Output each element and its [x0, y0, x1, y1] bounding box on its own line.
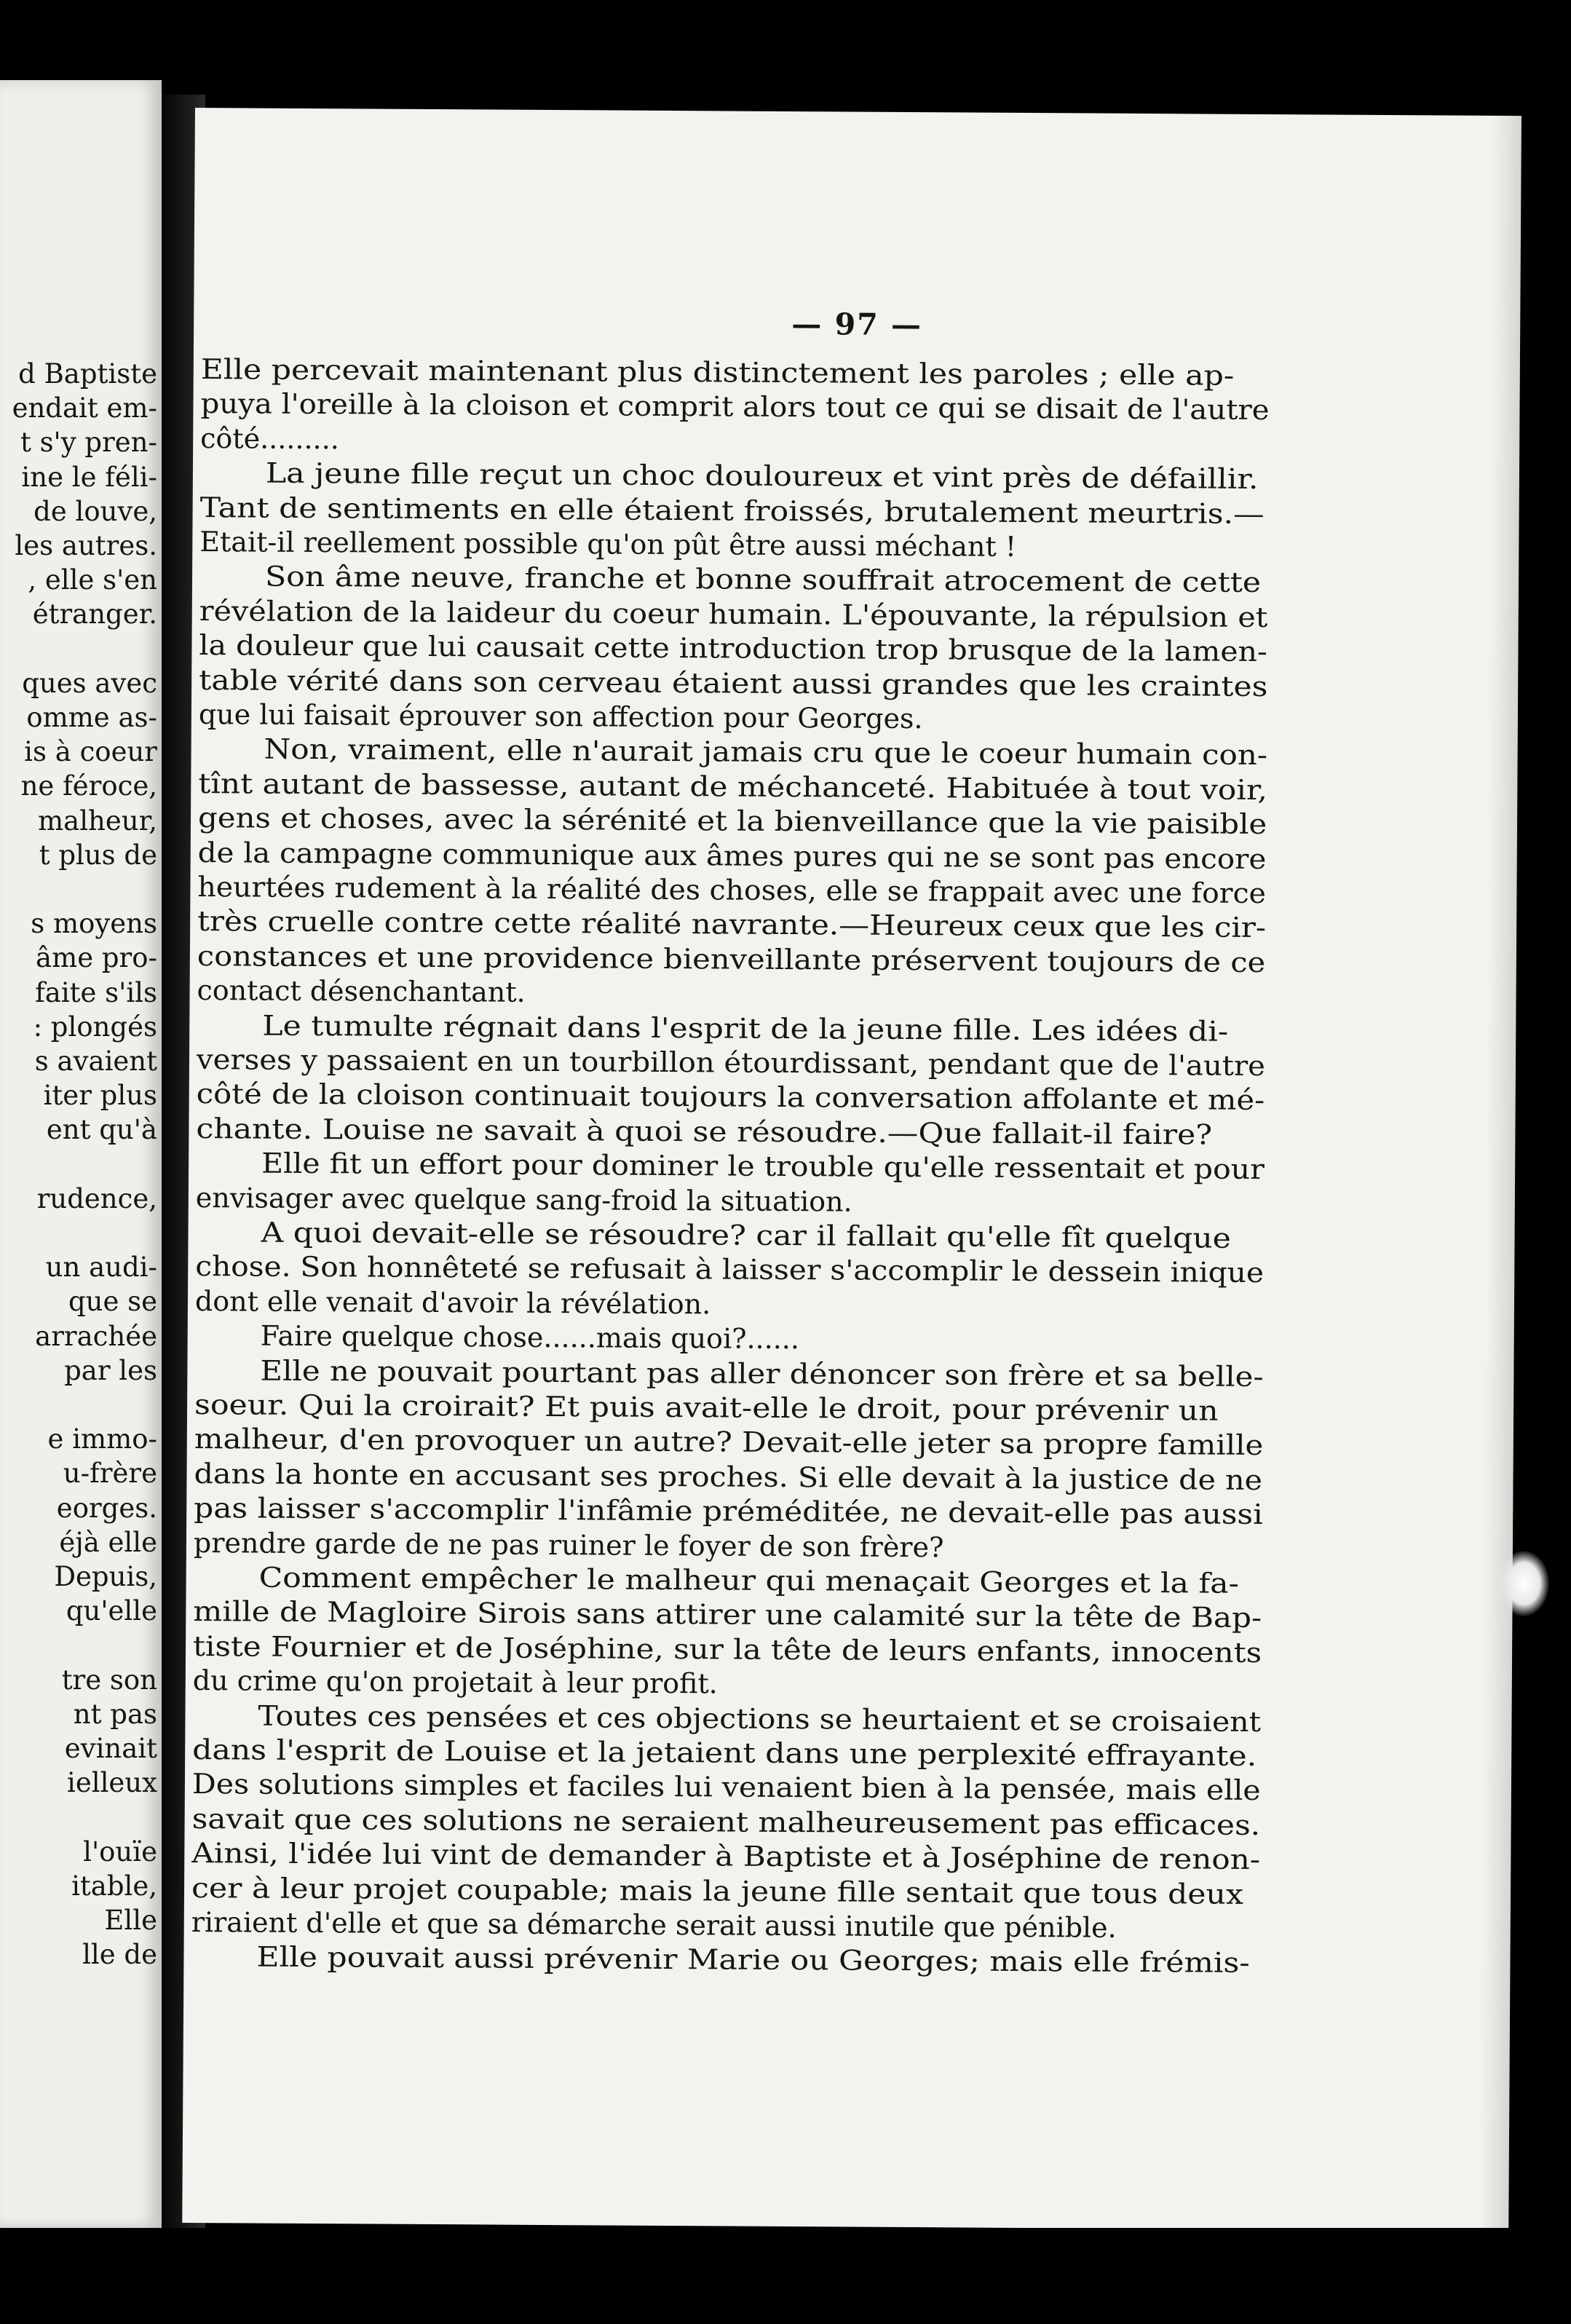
text-line [188, 1354, 1514, 1393]
text-line-content: Comment empêcher le malheur qui menaçait Georges et la fa- [258, 1561, 1240, 1600]
text-line-content: du crime qu'on projetait à leur profit. [192, 1664, 718, 1700]
paper-speck [1498, 1551, 1549, 1616]
text-line [184, 1906, 1511, 1944]
left-page-fragment: s moyens [31, 908, 157, 940]
text-line-content: savait que ces solutions ne seraient malheureusement pas efficaces. [191, 1802, 1261, 1841]
text-line-content: pas laisser s'accomplir l'infâmie préméditée, ne devait-elle pas aussi [194, 1492, 1263, 1531]
text-line-content: de la campagne communique aux âmes pures qui ne se sont pas encore [197, 836, 1267, 875]
text-line-content: Toutes ces pensées et ces objections se heurtaient et se croisaient [258, 1699, 1262, 1738]
text-line-content: puya l'oreille à la cloison et comprit alors tout ce qui se disait de l'autre [200, 387, 1270, 427]
text-line-content: dans la honte en accusant ses proches. Si elle devait à la justice de ne [194, 1457, 1263, 1496]
left-page-fragment: endait em- [12, 392, 157, 424]
text-line-content: gens et choses, avec la sérénité et la bienveillance que la vie paisible [197, 802, 1267, 841]
text-line-content: Etait-il reellement possible qu'on pût être aussi méchant ! [199, 526, 1017, 563]
text-line-content: La jeune fille reçut un choc douloureux et vint près de défaillir. [265, 456, 1259, 496]
text-line [188, 1319, 1514, 1356]
left-page-fragment: iter plus [43, 1080, 157, 1112]
left-page-fragment: âme pro- [36, 942, 157, 974]
text-line [190, 939, 1516, 979]
text-line-content: tiste Fournier et de Joséphine, sur la tête de leurs enfants, innocents [192, 1629, 1262, 1669]
text-line [188, 1250, 1514, 1289]
text-line [186, 1561, 1513, 1600]
left-page-fragment: : plongés [33, 1011, 157, 1043]
text-line [194, 353, 1520, 392]
left-page-fragment: omme as- [26, 702, 157, 733]
text-line-content: chose. Son honnêteté se refusait à laisser s'accomplir le dessein inique [195, 1250, 1265, 1289]
text-line-content: table vérité dans son cerveau étaient aussi grandes que les craintes [199, 663, 1268, 703]
text-line-content: verses y passaient en un tourbillon étourdissant, pendant que de l'autre [196, 1043, 1266, 1083]
text-line-content: Tant de sentiments en elle étaient froissés, brutalement meurtris.— [199, 491, 1265, 530]
scan-border [0, 2228, 1571, 2324]
left-page-fragment: eorges. [56, 1492, 157, 1524]
text-line [192, 526, 1519, 563]
text-line [194, 387, 1520, 427]
left-page-fragment: arrachée [35, 1320, 157, 1352]
left-page-fragment: tre son [61, 1664, 157, 1696]
text-line [191, 802, 1517, 841]
text-line-content: la douleur que lui causait cette introduction trop brusque de la lamen- [199, 629, 1267, 668]
text-line [193, 422, 1519, 456]
text-line-content: A quoi devait-elle se résoudre? car il fallait qu'elle fît quelque [261, 1216, 1232, 1254]
text-line [190, 905, 1516, 944]
text-line-content: constances et une providence bienveillante préservent toujours de ce [197, 939, 1266, 979]
text-line [186, 1492, 1513, 1531]
left-page-fragment: faite s'ils [35, 976, 157, 1008]
text-line [185, 1768, 1511, 1807]
text-line [187, 1457, 1513, 1496]
left-page-fragment: l'ouïe [83, 1835, 157, 1868]
left-page-fragment: ine le féli- [21, 461, 157, 493]
text-line-content: Non, vraiment, elle n'aurait jamais cru que le coeur humain con- [264, 732, 1268, 772]
text-line [191, 836, 1517, 875]
text-line [193, 491, 1519, 530]
text-line-content: Elle percevait maintenant plus distinctement les paroles ; elle ap- [200, 353, 1235, 392]
text-line-content: chante. Louise ne savait à quoi se résoudre.—Que fallait-il faire? [196, 1112, 1213, 1151]
text-line [191, 663, 1518, 703]
text-line-content: Elle fit un effort pour dominer le trouble qu'elle ressentait et pour [261, 1147, 1265, 1186]
left-page-fragment: is à coeur [24, 736, 157, 768]
text-line [192, 560, 1519, 599]
page-number: — 97 — [791, 307, 923, 343]
text-line-content: prendre garde de ne pas ruiner le foyer de son frère? [193, 1526, 944, 1563]
left-page-fragment: nt pas [73, 1698, 157, 1730]
text-line-content: révélation de la laideur du coeur humain. L'épouvante, la répulsion et [199, 594, 1268, 633]
left-page-fragment: un audi- [45, 1252, 157, 1284]
text-line-content: Le tumulte régnait dans l'esprit de la jeune fille. Les idées di- [262, 1009, 1229, 1048]
text-line-content: malheur, d'en provoquer un autre? Devait-elle jeter sa propre famille [194, 1423, 1264, 1462]
text-line [189, 1181, 1515, 1218]
left-page-fragment: ne féroce, [20, 770, 157, 802]
left-page-fragment: s avaient [34, 1046, 157, 1077]
text-line [187, 1388, 1513, 1427]
text-line [191, 767, 1517, 806]
text-line [184, 1837, 1511, 1876]
left-page-fragment: e immo- [47, 1423, 157, 1455]
left-page-fragment: ielleux [67, 1767, 157, 1799]
text-line-content: soeur. Qui la croirait? Et puis avait-elle le droit, pour prévenir un [194, 1388, 1219, 1427]
left-page-fragment: Depuis, [54, 1561, 157, 1592]
text-line [192, 629, 1519, 668]
text-line-content: Des solutions simples et faciles lui venaient bien à la pensée, mais elle [191, 1768, 1261, 1807]
text-line-content: tînt autant de bassesse, autant de méchanceté. Habituée à tout voir, [198, 767, 1268, 806]
text-line [189, 1009, 1516, 1048]
text-line [184, 1871, 1511, 1910]
left-page-fragment: itable, [71, 1870, 157, 1902]
left-page-fragment: étranger. [32, 598, 157, 631]
text-line [192, 594, 1519, 633]
text-line-content: mille de Magloire Sirois sans attirer une calamité sur la tête de Bap- [193, 1595, 1262, 1635]
text-line-content: très cruelle contre cette réalité navrante.—Heureux ceux que les cir- [197, 905, 1267, 944]
left-page-fragment: Elle [104, 1905, 157, 1936]
left-page-fragment: t plus de [39, 839, 157, 871]
text-line [189, 1043, 1516, 1083]
text-line-content: cer à leur projet coupable; mais la jeune fille sentait que tous deux [191, 1871, 1244, 1910]
text-line [185, 1802, 1511, 1841]
left-page-fragment: , elle s'en [28, 564, 157, 596]
text-line [189, 1147, 1515, 1186]
book-page [182, 108, 1521, 2231]
left-page-fragment: evinait [64, 1733, 157, 1764]
text-line-content: heurtées rudement à la réalité des choses, elle se frappait avec une force [197, 871, 1267, 910]
text-line [188, 1284, 1514, 1321]
left-page-fragment: ques avec [22, 667, 157, 699]
text-line-content: Elle pouvait aussi prévenir Marie ou Georges; mais elle frémis- [256, 1940, 1250, 1980]
text-line [186, 1526, 1513, 1563]
left-page-fragment: éjà elle [59, 1526, 157, 1558]
left-page-fragment: que se [68, 1286, 157, 1318]
text-line-content: Faire quelque chose......mais quoi?...... [260, 1319, 800, 1356]
text-line [191, 698, 1518, 735]
text-line [184, 1940, 1511, 1980]
text-line-content: envisager avec quelque sang-froid la situation. [195, 1181, 852, 1218]
left-page-fragment: qu'elle [66, 1595, 157, 1627]
left-page-fragment: rudence, [36, 1182, 157, 1214]
text-line [186, 1664, 1512, 1700]
left-page-fragment: ent qu'à [46, 1114, 157, 1146]
left-page-fragment: par les [64, 1354, 157, 1386]
text-line [187, 1423, 1513, 1462]
text-line-content: côté......... [200, 422, 339, 456]
left-page-fragment: les autres. [15, 530, 157, 561]
left-page-fragment: malheur, [38, 805, 157, 837]
text-line [193, 456, 1519, 496]
text-line [186, 1629, 1512, 1669]
text-line-content: Ainsi, l'idée lui vint de demander à Baptiste et à Joséphine de renon- [191, 1837, 1261, 1876]
text-line-content: dans l'esprit de Louise et la jetaient dans une perplexité effrayante. [192, 1734, 1257, 1772]
text-line [189, 1216, 1515, 1254]
text-line-content: dont elle venait d'avoir la révélation. [194, 1284, 711, 1321]
text-line [191, 871, 1517, 910]
text-line [191, 732, 1518, 772]
text-line-content: côté de la cloison continuait toujours la conversation affolante et mé- [196, 1078, 1265, 1117]
text-line [186, 1699, 1512, 1738]
text-line [189, 1112, 1516, 1151]
left-page-fragment: lle de [82, 1939, 157, 1971]
text-line-content: Son âme neuve, franche et bonne souffrait atrocement de cette [264, 560, 1262, 599]
text-line-content: Elle ne pouvait pourtant pas aller dénoncer son frère et sa belle- [260, 1354, 1264, 1393]
text-line [185, 1734, 1511, 1772]
text-line-content: contact désenchantant. [197, 974, 526, 1008]
text-line [189, 1078, 1516, 1117]
left-page-fragment: t s'y pren- [20, 427, 157, 459]
left-facing-page [0, 80, 162, 2228]
text-line [190, 974, 1516, 1008]
left-page-fragment: u-frère [63, 1458, 157, 1490]
text-line-content: que lui faisait éprouver son affection pour Georges. [198, 698, 923, 735]
text-line [186, 1595, 1512, 1635]
left-page-fragment: de louve, [33, 495, 157, 527]
page-text [191, 353, 1520, 1980]
left-page-fragment: d Baptiste [18, 358, 157, 390]
text-line-content: riraient d'elle et que sa démarche serait aussi inutile que pénible. [191, 1906, 1117, 1944]
